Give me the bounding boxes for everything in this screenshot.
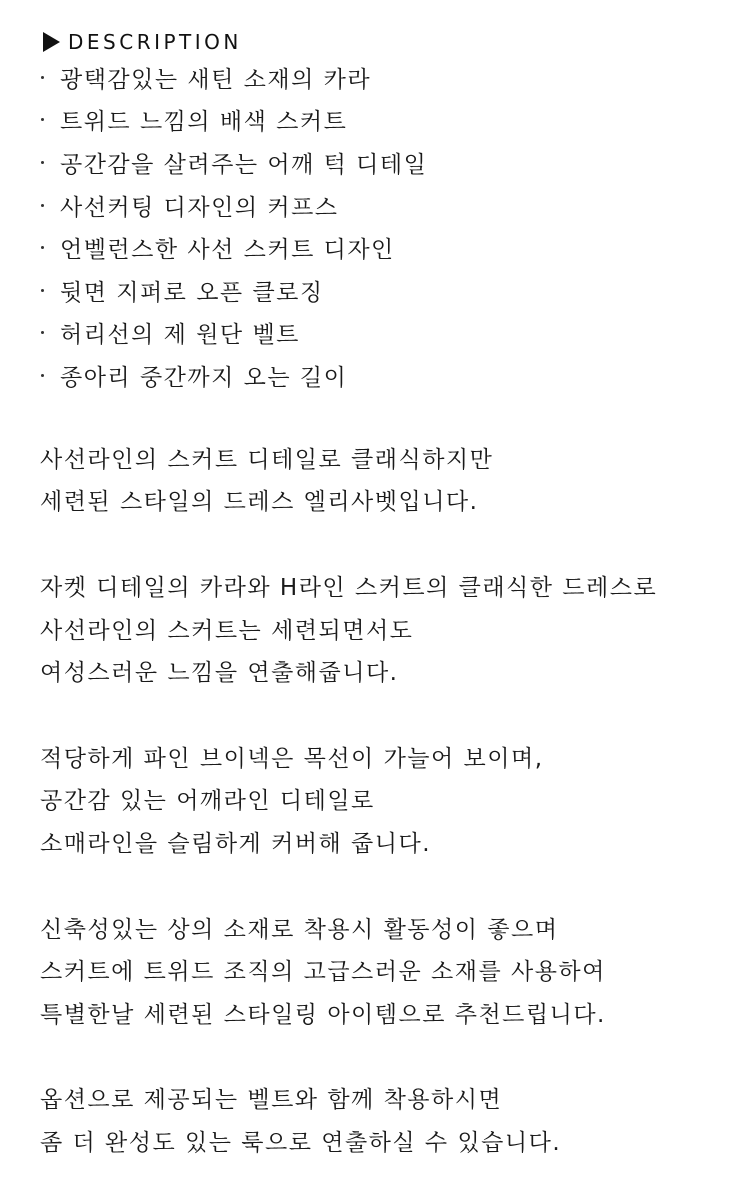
bullet-dot-icon (41, 374, 44, 377)
paragraph-line: 옵션으로 제공되는 벨트와 함께 착용하시면 (40, 1087, 503, 1114)
description-paragraph (40, 1079, 730, 1164)
paragraph-line: 여성스러운 느낌을 연출해줍니다. (40, 660, 399, 687)
feature-list (40, 56, 730, 397)
paragraph-line: 사선라인의 스커트는 세련되면서도 (40, 617, 414, 644)
feature-item: 트위드 느낌의 배색 스커트 (40, 99, 730, 142)
feature-item: 종아리 중간까지 오는 길이 (40, 354, 730, 397)
feature-item: 언벨런스한 사선 스커트 디자인 (40, 226, 730, 269)
bullet-dot-icon (41, 161, 44, 164)
feature-item: 사선커팅 디자인의 커프스 (40, 184, 730, 227)
paragraph-line: 좀 더 완성도 있는 룩으로 연출하실 수 있습니다. (40, 1129, 562, 1156)
feature-item: 공간감을 살려주는 어깨 턱 디테일 (40, 141, 730, 184)
bullet-dot-icon (41, 289, 44, 292)
paragraph-line: 자켓 디테일의 카라와 H라인 스커트의 클래식한 드레스로 (40, 574, 658, 601)
paragraph-line: 세련된 스타일의 드레스 엘리사벳입니다. (40, 489, 479, 516)
paragraph-line: 공간감 있는 어깨라인 디테일로 (40, 788, 375, 815)
product-description (40, 28, 730, 1164)
bullet-dot-icon (41, 331, 44, 334)
feature-item: 뒷면 지퍼로 오픈 클로징 (40, 269, 730, 312)
bullet-dot-icon (41, 204, 44, 207)
paragraph-line: 소매라인을 슬림하게 커버해 줍니다. (40, 830, 432, 857)
bullet-dot-icon (41, 118, 44, 121)
description-heading (40, 28, 730, 56)
paragraph-line: 특별한날 세련된 스타일링 아이템으로 추천드립니다. (40, 1001, 606, 1028)
paragraph-line: 사선라인의 스커트 디테일로 클래식하지만 (40, 446, 494, 473)
paragraph-line: 적당하게 파인 브이넥은 목선이 가늘어 보이며, (40, 745, 544, 772)
bullet-dot-icon (41, 246, 44, 249)
feature-item: 허리선의 제 원단 벨트 (40, 312, 730, 355)
description-paragraph (40, 567, 730, 695)
description-paragraph (40, 738, 730, 866)
triangle-right-icon (43, 32, 60, 52)
description-paragraph (40, 909, 730, 1037)
feature-item: 광택감있는 새틴 소재의 카라 (40, 56, 730, 99)
description-heading-label: DESCRIPTION (68, 30, 242, 54)
paragraph-line: 스커트에 트위드 조직의 고급스러운 소재를 사용하여 (40, 959, 606, 986)
bullet-dot-icon (41, 76, 44, 79)
paragraph-line: 신축성있는 상의 소재로 착용시 활동성이 좋으며 (40, 916, 559, 943)
description-paragraph (40, 439, 730, 524)
